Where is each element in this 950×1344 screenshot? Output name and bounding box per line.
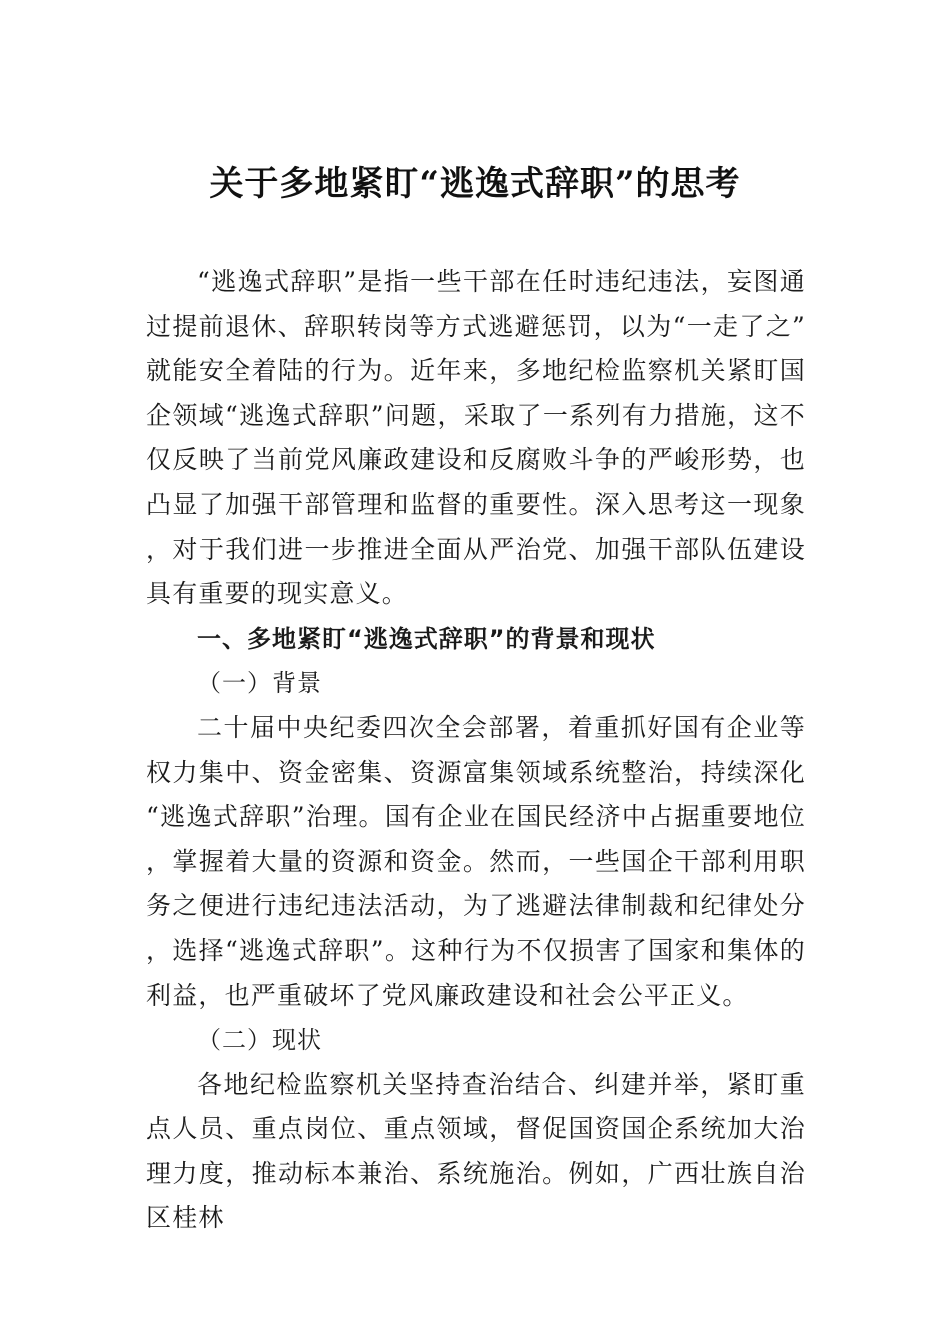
- subsection-heading-background: （一）背景: [197, 669, 322, 698]
- document-title: 关于多地紧盯“逃逸式辞职”的思考: [209, 164, 741, 204]
- status-paragraph: 各地纪检监察机关坚持查治结合、纠建并举，紧盯重点人员、重点岗位、重点领域，督促国资国企系统加大治理力度，推动标本兼治、系统施治。例如，广西壮族自治区桂林: [146, 1069, 806, 1233]
- document-body: [146, 260, 806, 1241]
- section-heading-1: 一、多地紧盯“逃逸式辞职”的背景和现状: [197, 624, 656, 653]
- subsection-heading-status: （二）现状: [197, 1026, 322, 1055]
- background-paragraph: 二十届中央纪委四次全会部署，着重抓好国有企业等权力集中、资金密集、资源富集领域系统整治，持续深化“逃逸式辞职”治理。国有企业在国民经济中占据重要地位，掌握着大量的资源和资金。然而，一些国企干部利用职务之便进行违纪违法活动，为了逃避法律制裁和纪律处分，选择“逃逸式辞职”。这种行为不仅损害了国家和集体的利益，也严重破坏了党风廉政建设和社会公平正义。: [146, 712, 806, 1010]
- intro-paragraph: “逃逸式辞职”是指一些干部在任时违纪违法，妄图通过提前退休、辞职转岗等方式逃避惩罚，以为“一走了之”就能安全着陆的行为。近年来，多地纪检监察机关紧盯国企领域“逃逸式辞职”问题，采取了一系列有力措施，这不仅反映了当前党风廉政建设和反腐败斗争的严峻形势，也凸显了加强干部管理和监督的重要性。深入思考这一现象，对于我们进一步推进全面从严治党、加强干部队伍建设具有重要的现实意义。: [146, 267, 806, 609]
